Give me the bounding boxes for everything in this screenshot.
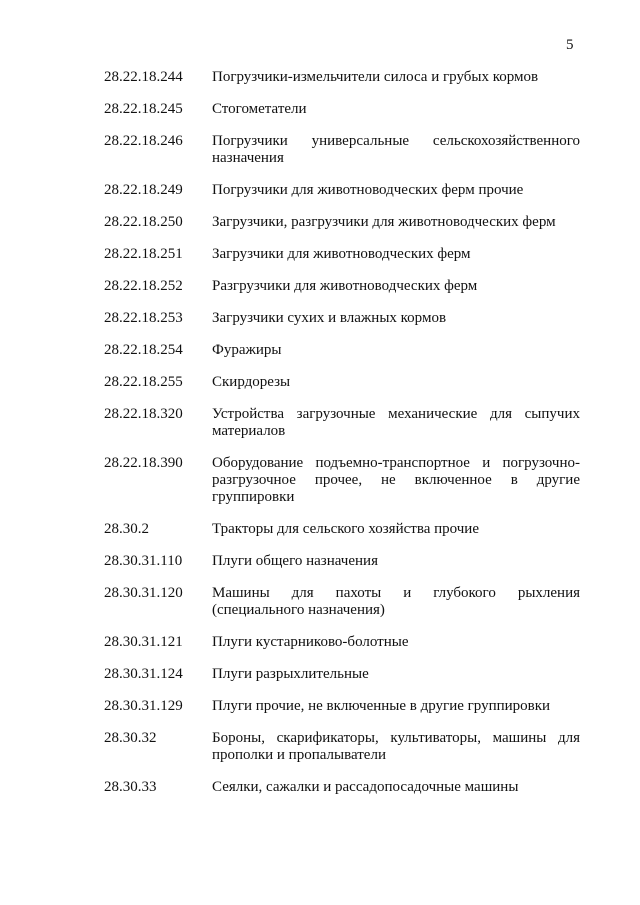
item-code: 28.22.18.253: [104, 310, 183, 326]
item-description: Загрузчики, разгрузчики для животноводческих ферм: [212, 214, 556, 230]
list-item: [0, 730, 640, 764]
list-item: [0, 553, 640, 570]
item-description: Скирдорезы: [212, 374, 291, 390]
item-description: Машины для пахоты и глубокого рыхления (специального назначения): [212, 585, 580, 618]
item-description: Стогометатели: [212, 101, 307, 117]
item-code: 28.22.18.251: [104, 246, 183, 262]
item-code: 28.30.31.120: [104, 585, 183, 601]
list-item: [0, 246, 640, 263]
page-number: 5: [566, 37, 574, 53]
item-code: 28.30.31.110: [104, 553, 183, 569]
item-description: Плуги разрыхлительные: [212, 666, 369, 682]
list-item: [0, 182, 640, 199]
list-item: [0, 406, 640, 440]
list-item: [0, 214, 640, 231]
item-code: 28.22.18.252: [104, 278, 183, 294]
item-code: 28.30.32: [104, 730, 157, 746]
item-description: Загрузчики для животноводческих ферм: [212, 246, 471, 262]
classification-list: [0, 69, 640, 811]
item-description: Устройства загрузочные механические для сыпучих материалов: [212, 406, 580, 439]
item-description: Загрузчики сухих и влажных кормов: [212, 310, 447, 326]
item-code: 28.22.18.250: [104, 214, 183, 230]
item-description: Плуги общего назначения: [212, 553, 378, 569]
list-item: [0, 133, 640, 167]
item-description: Погрузчики универсальные сельскохозяйственного назначения: [212, 133, 580, 166]
item-code: 28.22.18.244: [104, 69, 183, 85]
list-item: [0, 585, 640, 619]
item-code: 28.22.18.249: [104, 182, 183, 198]
list-item: [0, 455, 640, 506]
item-code: 28.22.18.254: [104, 342, 183, 358]
item-description: Разгрузчики для животноводческих ферм: [212, 278, 478, 294]
list-item: [0, 374, 640, 391]
item-description: Тракторы для сельского хозяйства прочие: [212, 521, 479, 537]
list-item: [0, 521, 640, 538]
list-item: [0, 69, 640, 86]
item-code: 28.30.31.121: [104, 634, 183, 650]
item-code: 28.22.18.246: [104, 133, 183, 149]
list-item: [0, 779, 640, 796]
item-description: Плуги кустарниково-болотные: [212, 634, 409, 650]
item-code: 28.22.18.320: [104, 406, 183, 422]
list-item: [0, 101, 640, 118]
item-description: Погрузчики для животноводческих ферм прочие: [212, 182, 524, 198]
item-description: Бороны, скарификаторы, культиваторы, машины для прополки и пропалыватели: [212, 730, 580, 763]
item-code: 28.22.18.255: [104, 374, 183, 390]
item-code: 28.30.33: [104, 779, 157, 795]
item-description: Погрузчики-измельчители силоса и грубых кормов: [212, 69, 539, 85]
list-item: [0, 634, 640, 651]
item-description: Оборудование подъемно-транспортное и погрузочно-разгрузочное прочее, не включенное в другие группировки: [212, 455, 580, 505]
item-code: 28.22.18.390: [104, 455, 183, 471]
item-code: 28.30.2: [104, 521, 149, 537]
list-item: [0, 278, 640, 295]
item-description: Плуги прочие, не включенные в другие группировки: [212, 698, 551, 714]
list-item: [0, 310, 640, 327]
item-description: Фуражиры: [212, 342, 282, 358]
item-code: 28.30.31.124: [104, 666, 183, 682]
list-item: [0, 666, 640, 683]
list-item: [0, 698, 640, 715]
list-item: [0, 342, 640, 359]
item-code: 28.22.18.245: [104, 101, 183, 117]
item-description: Сеялки, сажалки и рассадопосадочные машины: [212, 779, 519, 795]
item-code: 28.30.31.129: [104, 698, 183, 714]
